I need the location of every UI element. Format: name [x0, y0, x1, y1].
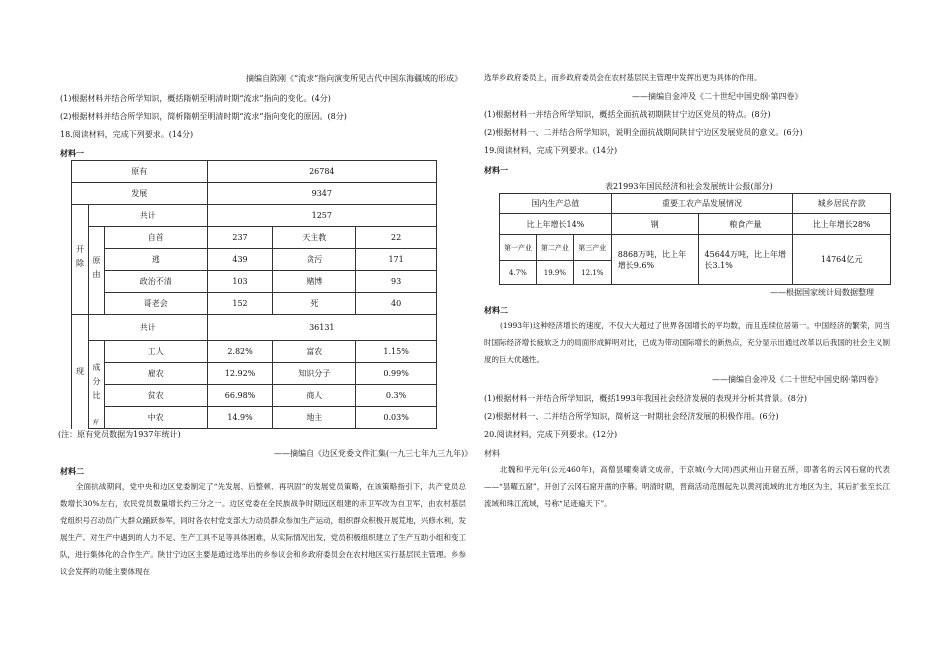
table-cell: 14.9% [207, 407, 273, 429]
sector-primary: 第一产业 [500, 235, 537, 261]
table-cell: 贫农 [104, 385, 207, 407]
header-products: 重要工农产品发展情况 [611, 194, 793, 214]
table-note: (注：原有党员数据为1937年统计) [58, 430, 181, 439]
table-cell: 贪污 [273, 249, 356, 271]
table-cell: 0.99% [356, 363, 437, 385]
grain-value [698, 235, 793, 285]
table-cell: 天主教 [273, 227, 356, 249]
material2-label-right: 材料二 [484, 305, 508, 315]
stats-table-title: 表21993年国民经济和社会发展统计公报(部分) [605, 182, 773, 191]
source-q17: 摘编自陈刚《“流求”指向演变所见古代中国东海疆域的形成》 [246, 74, 463, 83]
xian-label: 现 [75, 367, 84, 377]
table-cell: 40 [356, 293, 437, 315]
source-material1: ——摘编自《边区党委文件汇集(一九三七年九三九年)》 [274, 449, 473, 458]
question-20-title: 20.阅读材料，完成下列要求。(12分) [484, 430, 618, 439]
table-cell: 中农 [104, 407, 207, 429]
sector-secondary: 第二产业 [536, 235, 573, 261]
question-17-2: (2)根据材料并结合所学知识，简析隋朝至明清时期“流求”指向变化的原因。(8分) [60, 112, 347, 121]
table-cell: 商人 [273, 385, 356, 407]
table-cell: 66.98% [207, 385, 273, 407]
header-deposits: 城乡居民存款 [793, 194, 891, 214]
yuanyin-label: 原由 [91, 255, 101, 284]
cell-kaichu-total: 1257 [207, 205, 436, 227]
material1-label-right: 材料一 [484, 165, 508, 175]
material2-continuation: 选举乡政府委员上，而乡政府委员会在农村基层民主管理中发挥出更为具体的作用。 [484, 73, 762, 82]
table-cell: 0.3% [356, 385, 437, 407]
source-material2-right: ——摘编自金冲及《二十世纪中国史纲·第四卷》 [712, 375, 883, 384]
material-label-q20: 材料 [484, 449, 500, 458]
material2-text: 全面抗战期间，党中央和边区党委制定了“先发展、后整顿、再巩固”的发展党员策略，在该策略指引下，共产党员总数增长30%左右，农民党员数量增长约三分之一。边区党委在全民族战争时期远区组建的赤卫军改为自卫军，由农村基层党组织号召动员广大群众踊跃参军，同时各农村党支部大力动员群众参加生产运动，组织群众积极开展荒地，兴修水利，发展生产。对生产中遇到的人力不足、生产工具不足等具体困难，从实际情况出发，党员积极组织建立了生产互助小组和变工队，进行集体化的合作生产。陕甘宁边区主要是通过选举出的乡参议会和乡政府委员会在农村地区实行基层民主管理。乡参议会发挥的功能主要体现在 [60, 482, 466, 576]
table-cell: 赌博 [273, 271, 356, 293]
table-cell: 政治不清 [104, 271, 207, 293]
table-cell: 雇农 [104, 363, 207, 385]
table-cell: 171 [356, 249, 437, 271]
cell-kaichu [72, 205, 89, 315]
table-cell: 152 [207, 293, 273, 315]
table-cell: 知识分子 [273, 363, 356, 385]
cell-xian-total: 36131 [207, 315, 436, 341]
table-cell: 地主 [273, 407, 356, 429]
material-label: 材料一 [60, 148, 84, 158]
grain-label: 粮食产量 [698, 214, 793, 235]
cell-xian [72, 315, 89, 429]
table-cell: 22 [356, 227, 437, 249]
chengfen-label: 成分比 [91, 362, 101, 405]
steel-value-text: 8868万吨，比上年增长9.6% [617, 249, 687, 270]
question-18-2: (2)根据材料一、二并结合所学知识，说明全面抗战期间陕甘宁边区发展党员的意义。(6分) [484, 128, 803, 137]
cell-chengfen [88, 341, 104, 429]
cell-yuanyin [88, 227, 104, 315]
party-member-table [71, 160, 437, 429]
table-cell: 哥老会 [104, 293, 207, 315]
table-cell: 富农 [273, 341, 356, 363]
steel-value [611, 235, 698, 285]
stats-source: ——根据国家统计局数据整理 [770, 288, 874, 297]
table-cell: 439 [207, 249, 273, 271]
cell-fazhan: 发展 [72, 183, 208, 205]
cell-kaichu-gongji: 共计 [88, 205, 207, 227]
question-19-title: 19.阅读材料，完成下列要求。(14分) [484, 146, 618, 155]
grain-value-text: 45644万吨，比上年增长3.1% [704, 249, 786, 270]
table-cell: 0.03% [356, 407, 437, 429]
stats-table [499, 193, 891, 285]
question-19-1: (1)根据材料一并结合所学知识，概括1993年我国社会经济发展的表现并分析其背景。(8分) [484, 394, 808, 403]
source-material2: ——摘编自金冲及《二十世纪中国史纲·第四卷》 [632, 92, 803, 101]
table-cell: 103 [207, 271, 273, 293]
question-17-1: (1)根据材料并结合所学知识，概括隋朝至明清时期“流求”指向的变化。(4分) [60, 94, 331, 103]
table-cell: 237 [207, 227, 273, 249]
cell-yuanyou: 原有 [72, 161, 208, 183]
cell-yuanyou-val: 26784 [207, 161, 436, 183]
material2-text-right: (1993年)这种经济增长的速度，不仅大大超过了世界各国增长的平均数，而且连续位居第一。中国经济的繁荣，同当时国际经济增长疲软乏力的局面形成鲜明对比，已成为带动国际增长的新热点，充分显示出通过改革以后我国的社会主义制度的巨大优越性。 [484, 321, 890, 364]
sector-tertiary-value: 12.1% [573, 261, 611, 285]
table-cell: 逃 [104, 249, 207, 271]
table-cell: 2.82% [207, 341, 273, 363]
table-cell: 死 [273, 293, 356, 315]
question-18-title: 18.阅读材料，完成下列要求。(14分) [60, 130, 194, 139]
cell-fazhan-val: 9347 [207, 183, 436, 205]
cell-xian-gongji: 共计 [88, 315, 207, 341]
deposit-growth: 比上年增长28% [793, 214, 891, 235]
gdp-growth: 比上年增长14% [500, 214, 612, 235]
sector-secondary-value: 19.9% [536, 261, 573, 285]
table-cell: 12.92% [207, 363, 273, 385]
material2-label: 材料二 [60, 466, 84, 476]
table-cell: 1.15% [356, 341, 437, 363]
steel-label: 钢 [611, 214, 698, 235]
table-mark: 有 [92, 419, 99, 426]
kaichu-label: 开除 [75, 244, 85, 273]
sector-tertiary: 第三产业 [573, 235, 611, 261]
header-gdp: 国内生产总值 [500, 194, 612, 214]
table-cell: 工人 [104, 341, 207, 363]
table-cell: 93 [356, 271, 437, 293]
table-cell: 自首 [104, 227, 207, 249]
deposit-value: 14764亿元 [793, 235, 891, 285]
question-19-2: (2)根据材料一、二并结合所学知识，简析这一时期社会经济发展的积极作用。(6分) [484, 412, 779, 421]
material-text-q20: 北魏和平元年(公元460年)，高僧昙曜奏请文成帝，于京城(今大同)西武州山开窟五所，即著名的云冈石窟的代表——“昙曜五窟”，开创了云冈石窟开凿的序幕。明清时期，晋商活动范围起先以黄河流域的北方地区为主，其后扩张至长江流域和珠江流域，号称“足迹遍天下”。 [484, 465, 890, 508]
question-18-1: (1)根据材料一并结合所学知识，概括全面抗战初期陕甘宁边区党员的特点。(8分) [484, 110, 771, 119]
sector-primary-value: 4.7% [500, 261, 537, 285]
